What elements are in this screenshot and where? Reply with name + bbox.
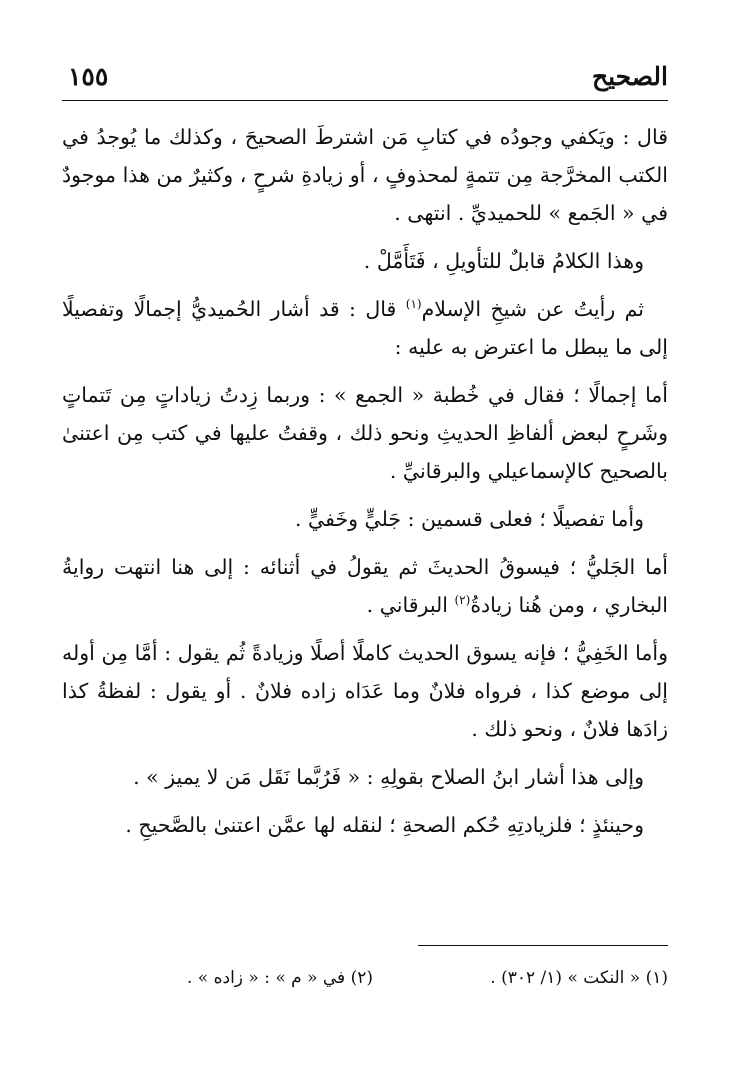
paragraph-6 — [62, 548, 668, 624]
paragraph-5: وأما تفصيلًا ؛ فعلى قسمين : جَليٍّ وخَفيٍّ . — [294, 507, 644, 531]
paragraph-9: وحينئذٍ ؛ فلزيادتِهِ حُكم الصحةِ ؛ لنقله لها عمَّن اعتنىٰ بالصَّحيحِ . — [125, 813, 644, 837]
paragraph-7: وأما الخَفِيُّ ؛ فإنه يسوق الحديث كاملًا أصلًا وزيادةً ثُم يقول : أمَّا مِن أوله إلى موضع كذا ، فرواه فلانٌ وما عَدَاه زاده فلانٌ . أو يقول : لفظةُ كذا زادَها فلانٌ ، ونحو ذلك . — [62, 641, 668, 741]
page-number: ١٥٥ — [68, 62, 109, 91]
paragraph-8: وإلى هذا أشار ابنُ الصلاح بقولِهِ : « فَرُبَّما نَقَل مَن لا يميز » . — [133, 765, 644, 789]
paragraph-1: قال : ويَكفي وجودُه في كتابِ مَن اشترطَ الصحيحَ ، وكذلك ما يُوجدُ في الكتب المخرَّجة مِن تتمةٍ لمحذوفٍ ، أو زيادةِ شرحٍ ، وكثيرٌ من هذا موجودٌ في « الجَمع » للحميديِّ . انتهى . — [62, 125, 668, 225]
paragraph-4: أما إجمالًا ؛ فقال في خُطبة « الجمع » : وربما زِدتُ زياداتٍ مِن تَتماتٍ وشَرحٍ لبعض ألفاظِ الحديثِ ونحو ذلك ، وقفتُ عليها في كتب مِن اعتنىٰ بالصحيح كالإسماعيلي والبرقانيِّ . — [62, 383, 668, 483]
paragraph-3-text-before: ثم رأيتُ عن شيخِ الإسلام — [421, 297, 645, 321]
footnote-marker-2: (٢) — [454, 593, 471, 608]
paragraph-6-text-after: البرقاني . — [366, 593, 455, 617]
paragraph-3-text-after: قال : قد أشار الحُميديُّ إجمالًا وتفصيلًا إلى ما يبطل ما اعترض به عليه : — [62, 297, 668, 359]
running-title: الصحيح — [591, 62, 668, 91]
page-header — [62, 58, 668, 101]
paragraph-3 — [62, 290, 668, 366]
footnote-marker-1: (١) — [405, 297, 422, 312]
footnote-divider — [418, 945, 668, 946]
main-text — [62, 118, 668, 854]
paragraph-2: وهذا الكلامُ قابلٌ للتأويلِ ، فَتَأَمَّلْ . — [363, 249, 644, 273]
footnote-1: (١) « النكت » (١/ ٣٠٢) . — [490, 968, 668, 988]
footnotes — [62, 968, 668, 998]
paragraph-6-text-before: أما الجَليُّ ؛ فيسوقُ الحديثَ ثم يقولُ في أثنائه : إلى هنا انتهت روايةُ البخاري ، ومن هُنا زيادةُ — [62, 555, 668, 617]
footnote-2: (٢) في « م » : « زاده » . — [186, 968, 373, 988]
